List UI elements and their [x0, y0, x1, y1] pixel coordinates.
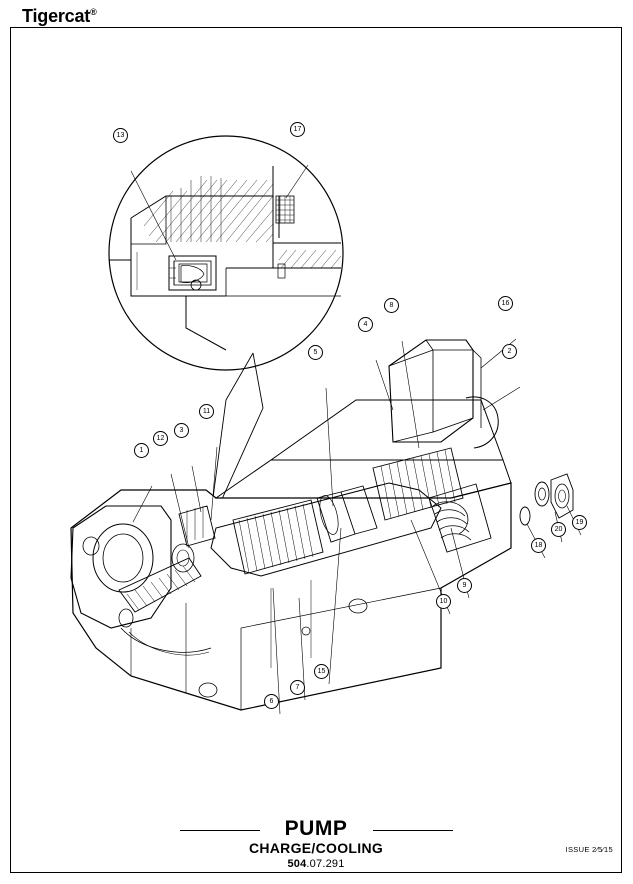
brand-logo	[22, 6, 97, 27]
callout-bubble-6: 6	[264, 694, 279, 709]
callout-bubble-19: 19	[572, 515, 587, 530]
callout-bubble-8: 8	[384, 298, 399, 313]
callout-bubble-2: 2	[502, 344, 517, 359]
callout-bubble-5: 5	[308, 345, 323, 360]
callout-bubble-11: 11	[199, 404, 214, 419]
callout-bubble-10: 10	[436, 594, 451, 609]
registered-trademark-icon: ®	[90, 7, 97, 17]
main-pump-assembly	[71, 340, 573, 710]
callout-bubble-20: 20	[551, 522, 566, 537]
document-number	[11, 858, 621, 870]
callout-bubble-7: 7	[290, 680, 305, 695]
callout-bubble-13: 13	[113, 128, 128, 143]
callout-bubble-18: 18	[531, 538, 546, 553]
callout-bubble-17: 17	[290, 122, 305, 137]
callout-bubble-9: 9	[457, 578, 472, 593]
issue-date: ISSUE 2⁄5⁄15	[565, 845, 613, 854]
document-number-prefix: 504	[287, 858, 307, 870]
technical-illustration	[11, 28, 621, 788]
figure-title: PUMP	[284, 817, 348, 840]
callout-bubble-15: 15	[314, 664, 329, 679]
callout-bubble-3: 3	[174, 423, 189, 438]
figure-subtitle: CHARGE/COOLING	[248, 840, 384, 856]
callout-bubble-16: 16	[498, 296, 513, 311]
document-number-suffix: .07.291	[306, 858, 345, 870]
callout-bubble-1: 1	[134, 443, 149, 458]
callout-bubble-12: 12	[153, 431, 168, 446]
detail-magnifier-circle	[109, 136, 343, 370]
brand-name: Tigercat	[22, 6, 91, 26]
page-footer	[11, 818, 621, 870]
callout-bubble-4: 4	[358, 317, 373, 332]
